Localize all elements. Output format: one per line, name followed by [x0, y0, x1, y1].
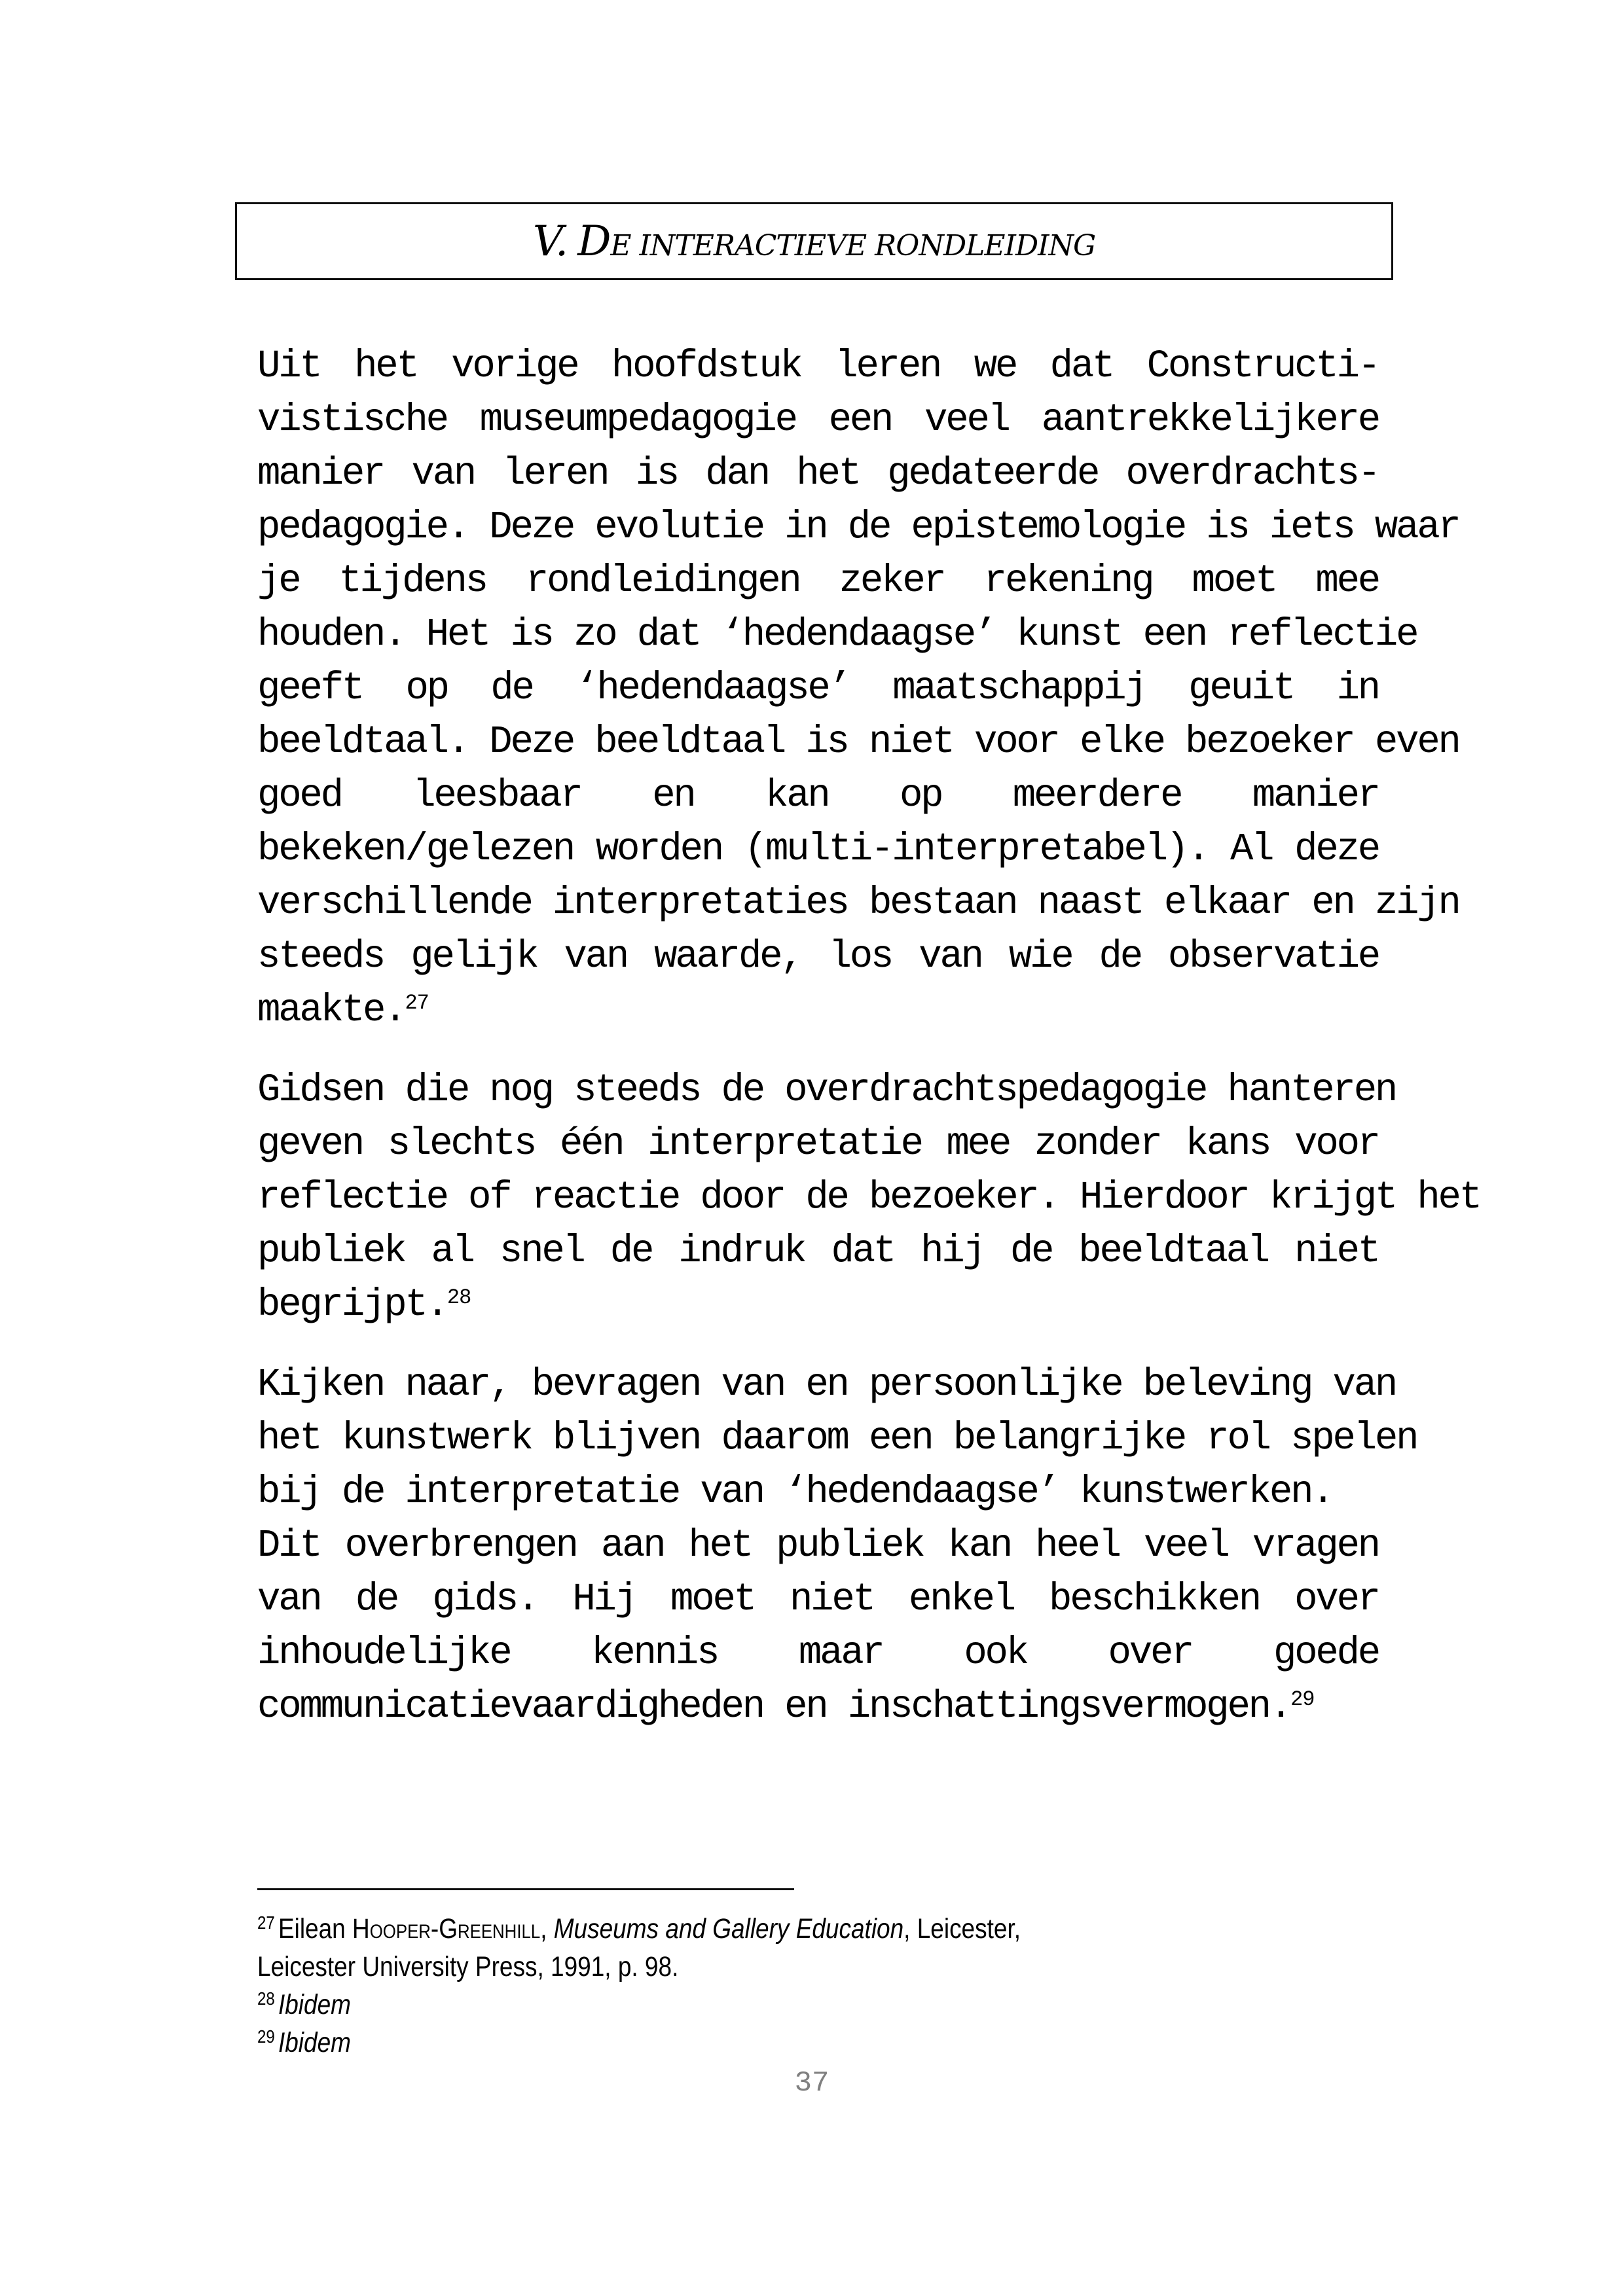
footnote-author-first: Eilean [278, 1913, 346, 1945]
text-line: beeldtaal. Deze beeldtaal is niet voor elke bezoeker even [257, 720, 1459, 764]
chapter-title [237, 219, 1391, 269]
footnote-27-line2: Leicester University Press, 1991, p. 98. [257, 1951, 679, 1982]
footnote-author-last: Hooper-Greenhill [352, 1913, 541, 1945]
footnote-number: 27 [257, 1912, 275, 1933]
text-line: je tijdens rondleidingen zeker rekening moet mee [257, 559, 1379, 603]
page-number: 37 [794, 2067, 830, 2100]
line-text: maakte. [257, 988, 405, 1032]
text-line: verschillende interpretaties bestaan naast elkaar en zijn [257, 881, 1459, 925]
footnote-27: $^{27}$ Eilean Hooper-Greenhill, Museums and Gallery Education, Leicester, [257, 1912, 1021, 1945]
footnote-title: Museums and Gallery Education [553, 1913, 904, 1945]
chapter-title-initial: D [577, 217, 611, 266]
text-line: van de gids. Hij moet niet enkel beschikken over [257, 1577, 1379, 1621]
chapter-title-rest: E INTERACTIEVE RONDLEIDING [610, 229, 1096, 262]
text-line: het kunstwerk blijven daarom een belangrijke rol spelen [257, 1416, 1417, 1460]
footnote-number: 28 [257, 1988, 275, 2009]
chapter-numeral: V. [532, 217, 568, 266]
text-line-last [257, 1278, 1379, 1332]
footnote-ref-27[interactable]: 27 [405, 991, 429, 1015]
text-line: Kijken naar, bevragen van en persoonlijke beleving van [257, 1363, 1396, 1407]
text-line: bij de interpretatie van ‘hedendaagse’ kunstwerken. [257, 1470, 1333, 1514]
text-line: steeds gelijk van waarde, los van wie de observatie [257, 935, 1379, 978]
line-text: begrijpt. [257, 1283, 447, 1327]
text-line: vistische museumpedagogie een veel aantrekkelijkere [257, 398, 1379, 442]
chapter-heading-box [235, 202, 1393, 280]
text-line-last [257, 984, 1379, 1037]
footnote-separator [257, 1888, 794, 1890]
text-line: bekeken/gelezen worden (multi-interpretabel). Al deze [257, 827, 1379, 871]
footnote-text: Ibidem [278, 2027, 351, 2058]
text-line: pedagogie. Deze evolutie in de epistemologie is iets waar [257, 505, 1459, 549]
footnote-publisher-part: , Leicester, [903, 1913, 1021, 1945]
footnote-number: 29 [257, 2026, 275, 2047]
footnote-ref-29[interactable]: 29 [1290, 1687, 1315, 1712]
text-line: publiek al snel de indruk dat hij de beeldtaal niet [257, 1229, 1379, 1273]
footnote-text: Ibidem [278, 1989, 351, 2020]
text-line: reflectie of reactie door de bezoeker. Hierdoor krijgt het [257, 1175, 1480, 1219]
text-line: geven slechts één interpretatie mee zonder kans voor [257, 1122, 1379, 1166]
text-line: goed leesbaar en kan op meerdere manier [257, 774, 1379, 817]
text-line: manier van leren is dan het gedateerde overdrachts- [257, 452, 1379, 495]
line-text: communicatievaardigheden en inschattingsvermogen. [257, 1685, 1291, 1729]
text-line: Uit het vorige hoofdstuk leren we dat Constructi- [257, 344, 1379, 388]
text-line: Gidsen die nog steeds de overdrachtspedagogie hanteren [257, 1068, 1396, 1112]
text-line: Dit overbrengen aan het publiek kan heel veel vragen [257, 1524, 1379, 1568]
text-line: houden. Het is zo dat ‘hedendaagse’ kunst een reflectie [257, 613, 1417, 656]
footnote-ref-28[interactable]: 28 [447, 1285, 471, 1310]
footnote-29 [257, 2024, 351, 2062]
text-line: inhoudelijke kennis maar ook over goede [257, 1631, 1379, 1675]
text-line: geeft op de ‘hedendaagse’ maatschappij geuit in [257, 666, 1379, 710]
text-line-last [257, 1680, 1379, 1734]
footnote-28 [257, 1986, 351, 2024]
